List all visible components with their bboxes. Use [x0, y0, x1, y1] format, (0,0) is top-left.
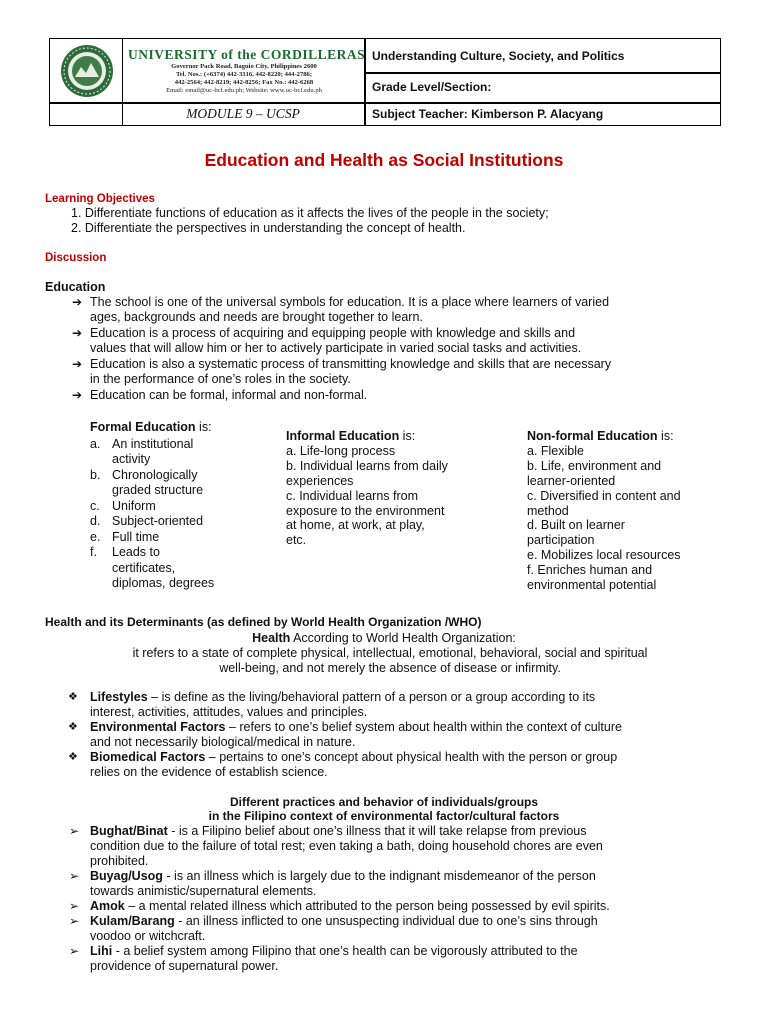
university-address: Governor Pack Road, Baguio City, Philippines 2600 Tel. Nos.: (+6374) 442-3316, 442-8220; 444-2786; 442-2564; 442-8219; 442-8256; Fax No.: 442-6268 Email: email@uc-bcf.edu.ph; Website: www.uc-bcf.edu.ph — [166, 63, 322, 95]
health-factor-cont: relies on the evidence of establish science. — [90, 765, 328, 779]
practices-heading: Different practices and behavior of individuals/groups — [229, 795, 539, 809]
education-bullet: Education is also a systematic process of transmitting knowledge and skills that are necessary — [90, 357, 612, 371]
health-factor: Biomedical Factors – pertains to one’s concept about physical health with the person or group — [90, 750, 618, 764]
practice-item-cont: providence of supernatural power. — [90, 959, 279, 973]
triangle-bullet-icon: ➢ — [69, 914, 80, 928]
university-name: UNIVERSITY of the CORDILLERAS — [128, 47, 366, 62]
diamond-bullet-icon: ❖ — [68, 691, 78, 703]
health-definition: it refers to a state of complete physical, intellectual, emotional, behavioral, social and spiritual — [132, 646, 648, 660]
practice-item: Bughat/Binat - is a Filipino belief about one’s illness that it will take relapse from previous — [90, 824, 587, 838]
health-heading: Health and its Determinants (as defined by World Health Organization /WHO) — [45, 615, 482, 629]
practice-item: Buyag/Usog - is an illness which is largely due to the indignant misdemeanor of the person — [90, 869, 596, 883]
practice-item-cont: towards animistic/supernatural elements. — [90, 884, 317, 898]
grade-level-field: Grade Level/Section: — [372, 80, 492, 94]
health-factor: Lifestyles – is define as the living/behavioral pattern of a person or a group according to its — [90, 690, 596, 704]
health-factor-cont: interest, activities, attitudes, values and principles. — [90, 705, 368, 719]
informal-title: Informal Education — [286, 429, 400, 443]
objective-item: 1. Differentiate functions of education as it affects the lives of the people in the society; — [71, 206, 549, 220]
education-heading: Education — [45, 280, 106, 294]
formal-education-list: Formal Education is: a. An institutional activity b. Chronologically graded structure c. Uniform d. Subject-oriented e. Full time f. Leads to certificates, diplomas, degrees — [90, 420, 215, 590]
module-label: MODULE 9 – UCSP — [186, 106, 300, 121]
objectives-heading: Learning Objectives — [45, 193, 155, 205]
triangle-bullet-icon: ➢ — [69, 944, 80, 958]
triangle-bullet-icon: ➢ — [69, 869, 80, 883]
formal-title: Formal Education — [90, 420, 196, 434]
health-factor-cont: and not necessarily biological/medical in nature. — [90, 735, 356, 749]
health-factor: Environmental Factors – refers to one’s belief system about health within the context of culture — [90, 720, 622, 734]
education-bullet: Education is a process of acquiring and equipping people with knowledge and skills and — [90, 326, 576, 340]
practices-heading-cont: in the Filipino context of environmental factor/cultural factors — [208, 809, 560, 823]
who-line: Health According to World Health Organization: — [252, 631, 516, 645]
arrow-bullet-icon: ➔ — [72, 357, 83, 371]
education-bullet-cont: ages, backgrounds and needs are brought together to learn. — [90, 310, 423, 324]
nonformal-title: Non-formal Education — [527, 429, 658, 443]
education-bullet: The school is one of the universal symbols for education. It is a place where learners of varied — [90, 295, 610, 309]
arrow-bullet-icon: ➔ — [72, 326, 83, 340]
arrow-bullet-icon: ➔ — [72, 388, 83, 402]
education-bullet-cont: in the performance of one’s roles in the society. — [90, 372, 351, 386]
practice-item-cont: voodoo or witchcraft. — [90, 929, 206, 943]
health-definition-cont: well-being, and not merely the absence of disease or infirmity. — [219, 661, 561, 675]
subject-teacher: Subject Teacher: Kimberson P. Alacyang — [372, 107, 604, 121]
arrow-bullet-icon: ➔ — [72, 295, 83, 309]
nonformal-education-list: Non-formal Education is: a. Flexible b. Life, environment and learner-oriented c. Diversified in content and method d. Built on learner participation e. Mobilizes local resources f. Enriches human and environmental potential — [527, 429, 681, 593]
page-title: Education and Health as Social Institutions — [204, 150, 564, 170]
university-seal-icon — [59, 43, 115, 99]
practice-item: Lihi - a belief system among Filipino that one’s health can be vigorously attributed to the — [90, 944, 578, 958]
practice-item: Amok – a mental related illness which attributed to the person being possessed by evil spirits. — [90, 899, 610, 913]
practice-item: Kulam/Barang - an illness inflicted to one unsuspecting individual due to one’s sins through — [90, 914, 598, 928]
diamond-bullet-icon: ❖ — [68, 751, 78, 763]
objective-item: 2. Differentiate the perspectives in understanding the concept of health. — [71, 221, 466, 235]
education-bullet: Education can be formal, informal and non-formal. — [90, 388, 368, 402]
subject-title: Understanding Culture, Society, and Politics — [372, 49, 625, 63]
triangle-bullet-icon: ➢ — [69, 824, 80, 838]
practice-item-cont: prohibited. — [90, 854, 149, 868]
triangle-bullet-icon: ➢ — [69, 899, 80, 913]
informal-education-list: Informal Education is: a. Life-long process b. Individual learns from daily experiences c. Individual learns from exposure to the environment at home, at work, at play, etc. — [286, 429, 448, 548]
education-bullet-cont: values that will allow him or her to actively participate in varied social tasks and activities. — [90, 341, 582, 355]
practice-item-cont: condition due to the failure of total rest; even taking a bath, doing household chores are even — [90, 839, 603, 853]
module-header — [49, 38, 721, 126]
diamond-bullet-icon: ❖ — [68, 721, 78, 733]
discussion-heading: Discussion — [45, 252, 107, 264]
